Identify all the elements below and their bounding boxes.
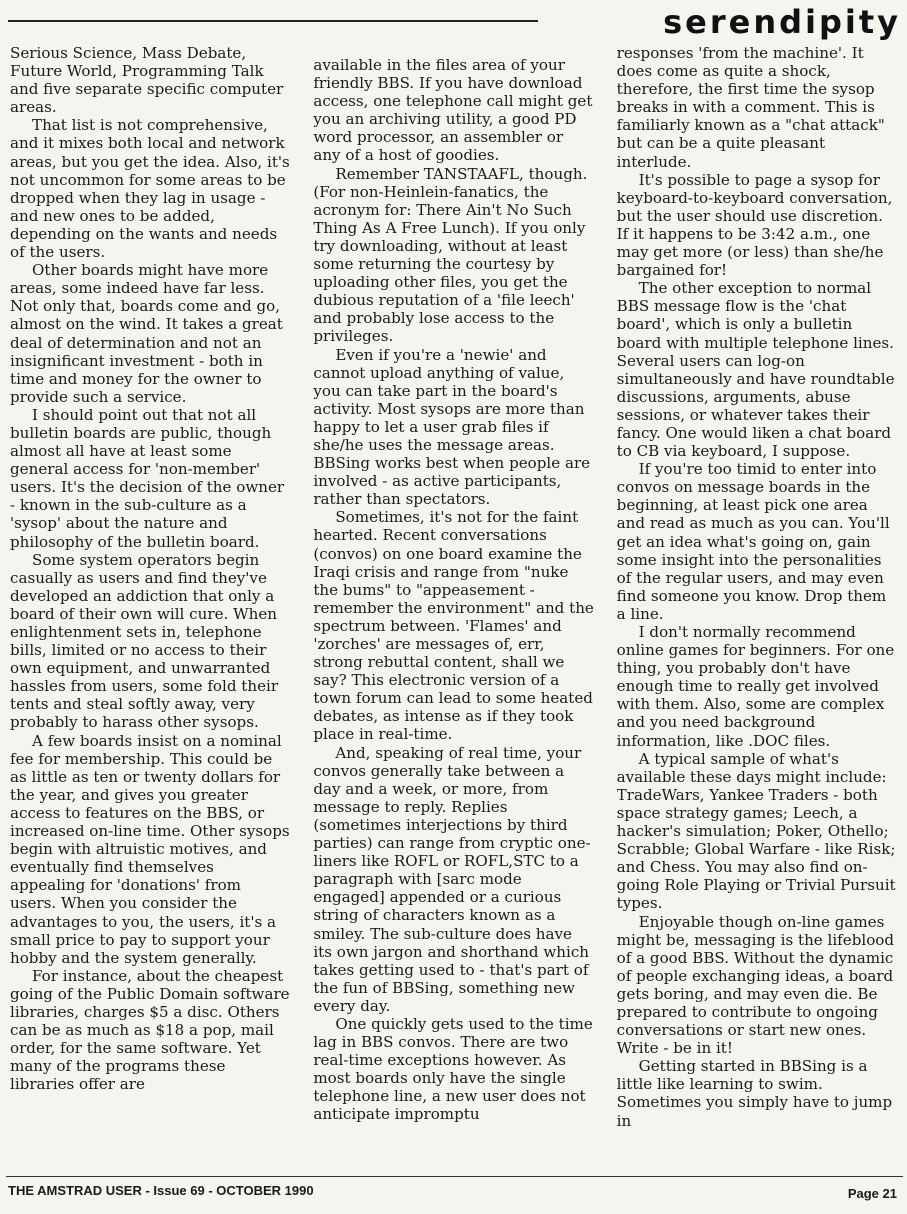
page-number: Page 21 [847, 1186, 897, 1201]
paragraph: A few boards insist on a nominal fee for membership. This could be as little as ten or twenty dollars for the year, and gives you greater access to features on the BBS, or increased on-line time. Other sysops begin with altruistic motives, and eventually find themselves appealing for 'donations' from users. When you consider the advantages to you, the users, it's a small price to pay to support your hobby and the system generally. [10, 731, 290, 967]
paragraph: Serious Science, Mass Debate, Future World, Programming Talk and five separate specific computer areas. [10, 44, 284, 117]
article-body [10, 44, 898, 1162]
paragraph: It's possible to page a sysop for keyboard-to-keyboard conversation, but the user should use discretion. If it happens to be 3:42 a.m., one may get more (or less) than she/he bargained for! [616, 170, 893, 280]
paragraph: responses 'from the machine'. It does come as quite a shock, therefore, the first time the sysop breaks in with a comment. This is familiarly known as a "chat attack" but can be a quite pleasant interlude. [616, 44, 885, 171]
paragraph: Even if you're a 'newie' and cannot upload anything of value, you can take part in the board's activity. Most sysops are more than happy to let a user grab files if she/he uses the message areas. BBSing works best when people are involved - as active participants, rather than spectators. [313, 345, 591, 509]
paragraph: Enjoyable though on-line games might be, messaging is the lifeblood of a good BBS. Without the dynamic of people exchanging ideas, a board gets boring, and may even die. Be prepared to contribute to ongoing conversations or start new ones. Write - be in it! [616, 912, 895, 1058]
column-3 [617, 44, 898, 1162]
paragraph: And, speaking of real time, your convos generally take between a day and a week, or more, from message to reply. Replies (sometimes interjections by third parties) can range from cryptic one-liners like ROFL or ROFL,STC to a paragraph with [sarc mode engaged] appended or a curious string of characters known as a smiley. The sub-culture does have its own jargon and shorthand which takes getting used to - that's part of the fun of BBSing, something new every day. [313, 743, 591, 1015]
paragraph: For instance, about the cheapest going of the Public Domain software libraries, charges $5 a disc. Others can be as much as $18 a pop, mail order, for the same software. Yet many of the programs these libraries offer are [10, 966, 290, 1094]
paragraph: I should point out that not all bulletin boards are public, though almost all have at least some general access for 'non-member' users. It's the decision of the owner - known in the sub-culture as a 'sysop' about the nature and philosophy of the bulletin board. [10, 405, 285, 551]
paragraph: Remember TANSTAAFL, though. (For non-Heinlein-fanatics, the acronym for: There Ain't No Such Thing As A Free Lunch). If you only try downloading, without at least some returning the courtesy by uploading other files, you get the dubious reputation of a 'file leech' and probably lose access to the privileges. [313, 164, 588, 346]
paragraph: available in the files area of your friendly BBS. If you have download access, one telephone call might get you an archiving utility, a good PD word processor, an assembler or any of a host of goodies. [313, 56, 593, 165]
paragraph: That list is not comprehensive, and it mixes both local and network areas, but you get the idea. Also, it's not uncommon for some areas to be dropped when they lag in usage - and new ones to be added, depending on the wants and needs of the users. [10, 116, 290, 262]
header-rule [8, 20, 538, 22]
footer-publication: THE AMSTRAD USER - Issue 69 - OCTOBER 1990 [8, 1183, 314, 1198]
paragraph: I don't normally recommend online games for beginners. For one thing, you probably don't have enough time to really get involved with them. Also, some are complex and you need background information, like .DOC files. [616, 623, 895, 750]
column-1 [10, 44, 291, 1162]
paragraph: Other boards might have more areas, some indeed have far less. Not only that, boards come and go, almost on the wind. It takes a great deal of determination and not an insignificant investment - both in time and money for the owner to provide such a service. [10, 261, 283, 406]
paragraph: If you're too timid to enter into convos on message boards in the beginning, at least pick one area and read as much as you can. You'll get an idea what's going on, gain some insight into the personalities of the regular users, and may even find someone you know. Drop them a line. [616, 460, 890, 623]
section-title: serendipity [663, 3, 901, 41]
paragraph: A typical sample of what's available these days might include: TradeWars, Yankee Traders - both space strategy games; Leech, a hacker's simulation; Poker, Othello; Scrabble; Global Warfare - like Risk; and Chess. You may also find on-going Role Playing or Trivial Pursuit types. [616, 749, 896, 913]
paragraph: Sometimes, it's not for the faint hearted. Recent conversations (convos) on one board examine the Iraqi crisis and range from "nuke the bums" to "appeasement - remember the environment" and the spectrum between. 'Flames' and 'zorches' are messages of, err, strong rebuttal content, shall we say? This electronic version of a town forum can lead to some heated debates, as intense as if they took place in real-time. [313, 508, 594, 744]
paragraph: One quickly gets used to the time lag in BBS convos. There are two real-time exceptions however. As most boards only have the single telephone line, a new user does not anticipate impromptu [313, 1014, 593, 1124]
column-2 [313, 44, 594, 1162]
paragraph: The other exception to normal BBS message flow is the 'chat board', which is only a bulletin board with multiple telephone lines. Several users can log-on simultaneously and have roundtable discussions, arguments, abuse sessions, or whatever takes their fancy. One would liken a chat board to CB via keyboard, I suppose. [616, 279, 895, 461]
footer-rule [6, 1176, 903, 1177]
paragraph: Getting started in BBSing is a little like learning to swim. Sometimes you simply have to jump in [616, 1057, 893, 1130]
paragraph: Some system operators begin casually as users and find they've developed an addiction that only a board of their own will cure. When enlightenment sets in, telephone bills, limited or no access to their own equipment, and unwarranted hassles from users, some fold their tents and steal softly away, very probably to harass other sysops. [10, 550, 279, 732]
